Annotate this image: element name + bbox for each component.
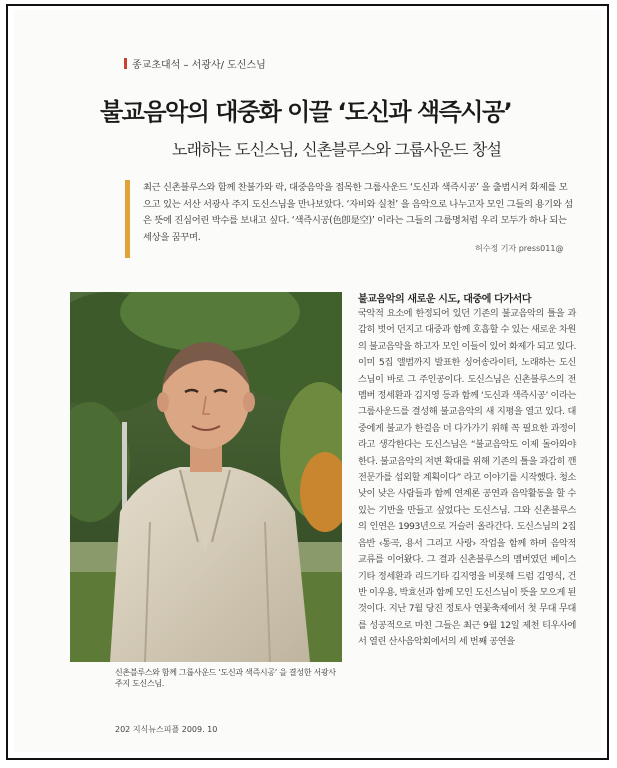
photo-caption: 신촌블루스와 함께 그룹사운드 ‘도신과 색즉시공’ 을 결성한 서광사 주지 도신스님.	[115, 668, 336, 688]
lede-accent-bar	[125, 180, 130, 258]
monk-photo-illustration	[70, 292, 342, 662]
monk-photo	[70, 292, 342, 662]
lede-paragraph: 최근 신촌블루스와 함께 찬불가와 락, 대중음악을 접목한 그룹사운드 ‘도신과 색즉시공’ 을 출범시켜 화제를 모으고 있는 서산 서광사 주지 도신스님을 만나보았다. ‘자비와 실천’ 을 음악으로 나누고자 모인 그들의 용기와 섬은 뜻에 진심어린 박수를 보내고 싶다. ‘색즉시공(色卽是空)’ 이라는 그들의 그룹명처럼 우리 모두가 하나 되는 세상을 꿈꾸며.	[143, 182, 573, 243]
subheadline: 노래하는 도신스님, 신촌블루스와 그룹사운드 창설	[172, 140, 502, 159]
byline: 허수정 기자 press011@	[475, 244, 564, 253]
body-text: 국악적 요소에 한정되어 있던 기존의 불교음악의 틀을 과감히 벗어 던지고 대중과 함께 호흡할 수 있는 새로운 차원의 불교음악을 하고자 모인 이들이 있어 화제가 되고 있다. 이미 5집 앨범까지 발표한 싱어송라이터, 노래하는 도신스님이 바로 그 주인공이다. 도신스님은 신촌블루스의 전 멤버 정세환과 김지영 등과 함께 ‘도신과 색즉시공’ 이라는 그룹사운드를 결성해 불교음악의 새 지평을 열고 있다. 대중에게 불교가 한걸음 더 다가가기 위해 꼭 필요한 과정이라고 생각한다는 도신스님은 “불교음악도 이제 돌아와야 한다. 불교음악의 저변 확대를 위해 기존의 틀을 과감히 깬 전문가를 섭외할 계획이다” 라고 이야기를 시작했다. 청소 낮이 낮은 사람들과 함께 연계론 공연과 음악활동을 할 수 있는 기반을 만들고 싶었다는 도신스님. 그와 신촌블루스의 인연은 1993년으로 거슬러 올라간다. 도신스님의 2집 음반 ‹통곡, 용서 그리고 사랑› 작업을 함께 하며 음악적 교류를 이어왔다. 그 결과 신촌블루스의 멤버였던 베이스기타 정세환과 리드기타 김지영을 비롯해 드럼 김영식, 건반 이우용, 박효선과 함께 모인 도신스님이 뜻을 모으게 된 것이다. 지난 7월 당진 정토사 연꽃축제에서 첫 무대 무대를 성공적으로 마친 그들은 최근 9월 12일 제천 티우사에서 열린 산사음악회에서의 세 번째 공연을	[358, 308, 576, 648]
body-heading: 불교음악의 새로운 시도, 대중에 다가서다	[358, 294, 532, 305]
page-footer: 202 지식뉴스피플 2009. 10	[115, 725, 218, 734]
headline: 불교음악의 대중화 이끌 ‘도신과 색즉시공’	[100, 98, 512, 126]
section-text: 종교초대석 – 서광사/ 도신스님	[132, 60, 266, 71]
section-marker	[124, 58, 127, 69]
section-label	[124, 56, 266, 71]
